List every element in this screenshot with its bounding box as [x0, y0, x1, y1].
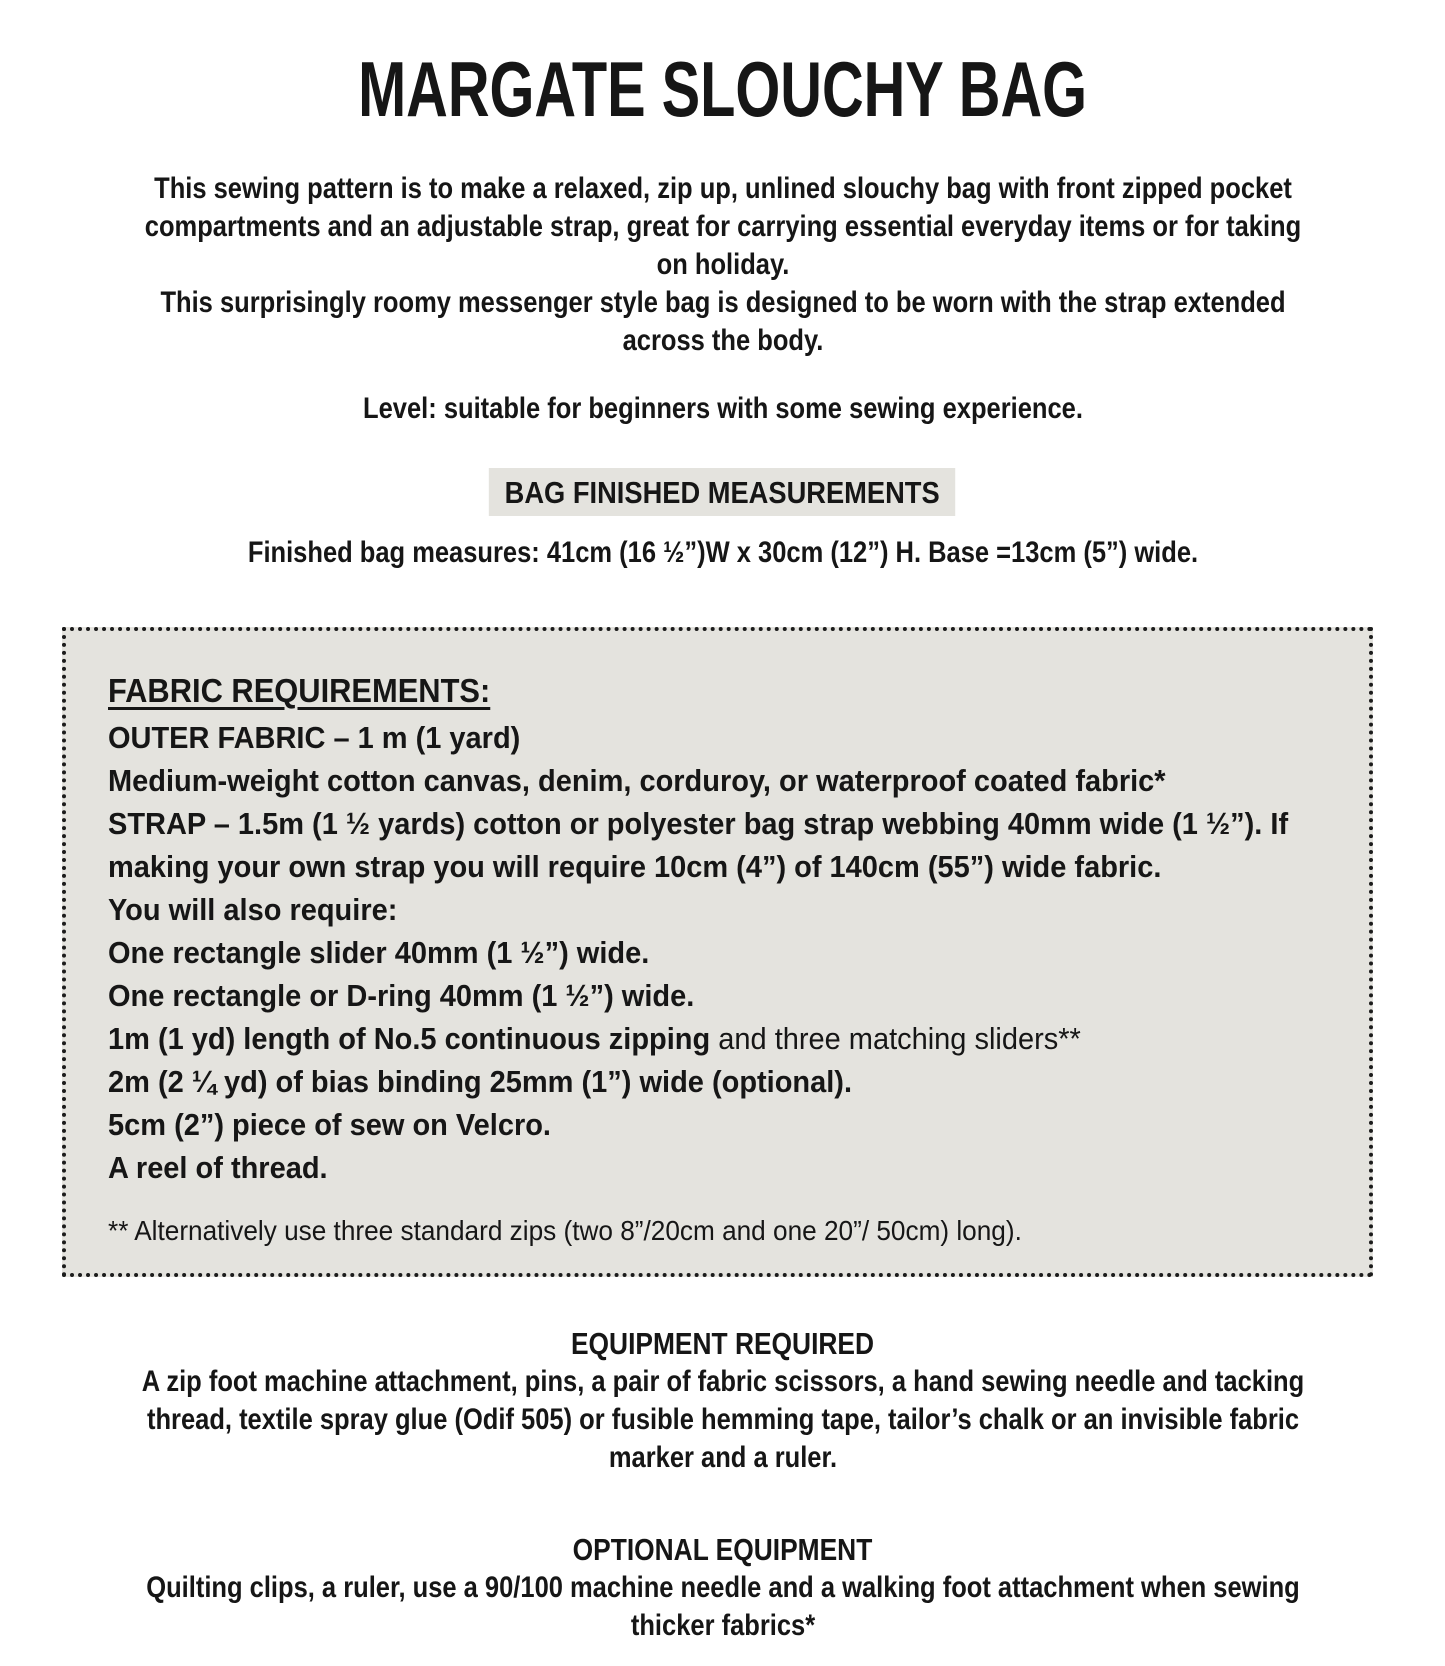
- fabric-requirements-heading: FABRIC REQUIREMENTS:: [108, 671, 491, 709]
- optional-equipment-text: Quilting clips, a ruler, use a 90/100 machine needle and a walking foot attachment when sewing thicker fabrics*: [145, 1570, 1300, 1642]
- requirement-line: [108, 974, 1324, 1017]
- intro-sentence-2: This surprisingly roomy messenger style bag is designed to be worn with the strap extended across the body.: [159, 286, 1286, 357]
- requirement-line: [108, 931, 1324, 974]
- requirement-text-segment: STRAP – 1.5m (1 ½ yards) cotton or polyester bag strap webbing 40mm wide (1 ½”). If making your own strap you will require 10cm (4”) of 140cm (55”) wide fabric.: [108, 805, 1289, 884]
- requirement-line: [108, 802, 1324, 888]
- requirement-text-segment: and three matching sliders**: [710, 1020, 1081, 1056]
- requirement-line: [108, 759, 1324, 802]
- requirement-text-segment: 2m (2 ¼ yd) of bias binding 25mm (1”) wide (optional).: [108, 1063, 853, 1099]
- intro-paragraph: [126, 170, 1319, 360]
- requirement-line: [108, 1060, 1324, 1103]
- page-title: MARGATE SLOUCHY BAG: [357, 45, 1087, 133]
- requirement-text-segment: You will also require:: [108, 891, 398, 927]
- measurements-heading-row: [0, 468, 1445, 516]
- requirement-line: [108, 716, 1324, 759]
- requirement-line: [108, 1017, 1324, 1060]
- fabric-requirements-box: [62, 627, 1373, 1277]
- fabric-requirements-lines: [108, 716, 1324, 1189]
- section-heading-optional-equipment: OPTIONAL EQUIPMENT: [572, 1531, 873, 1567]
- requirement-line: [108, 1146, 1324, 1189]
- requirement-text-segment: One rectangle or D-ring 40mm (1 ½”) wide.: [108, 977, 695, 1013]
- section-heading-equipment-required: EQUIPMENT REQUIRED: [570, 1325, 875, 1361]
- intro-sentence-1: This sewing pattern is to make a relaxed, zip up, unlined slouchy bag with front zipped pocket compartments and an adjustable strap, great for carrying essential everyday items or for taking on holiday.: [144, 172, 1301, 281]
- equipment-required-text: A zip foot machine attachment, pins, a pair of fabric scissors, a hand sewing needle and tacking thread, textile spray glue (Odif 505) or fusible hemming tape, tailor’s chalk or an invisible fabric marker and a ruler.: [141, 1364, 1304, 1474]
- requirement-line: [108, 1103, 1324, 1146]
- requirement-text-segment: Medium-weight cotton canvas, denim, corduroy, or waterproof coated fabric*: [108, 762, 1166, 798]
- requirement-text-segment: 5cm (2”) piece of sew on Velcro.: [108, 1106, 551, 1142]
- skill-level-line: Level: suitable for beginners with some sewing experience.: [362, 392, 1083, 425]
- title-row: [0, 45, 1445, 133]
- zips-alternative-footnote: ** Alternatively use three standard zips (two 8”/20cm and one 20”/ 50cm) long).: [108, 1214, 1022, 1246]
- requirement-text-segment: 1m (1 yd) length of No.5 continuous zipping: [108, 1020, 711, 1056]
- measurements-text: Finished bag measures: 41cm (16 ½”)W x 30cm (12”) H. Base =13cm (5”) wide.: [247, 535, 1198, 569]
- requirement-line: [108, 888, 1324, 931]
- requirement-text-segment: A reel of thread.: [108, 1149, 328, 1185]
- section-heading-bag-finished-measurements: BAG FINISHED MEASUREMENTS: [489, 468, 956, 516]
- fabric-requirements-content: [108, 669, 1324, 1249]
- requirement-text-segment: OUTER FABRIC – 1 m (1 yard): [108, 719, 521, 755]
- requirement-text-segment: One rectangle slider 40mm (1 ½”) wide.: [108, 934, 650, 970]
